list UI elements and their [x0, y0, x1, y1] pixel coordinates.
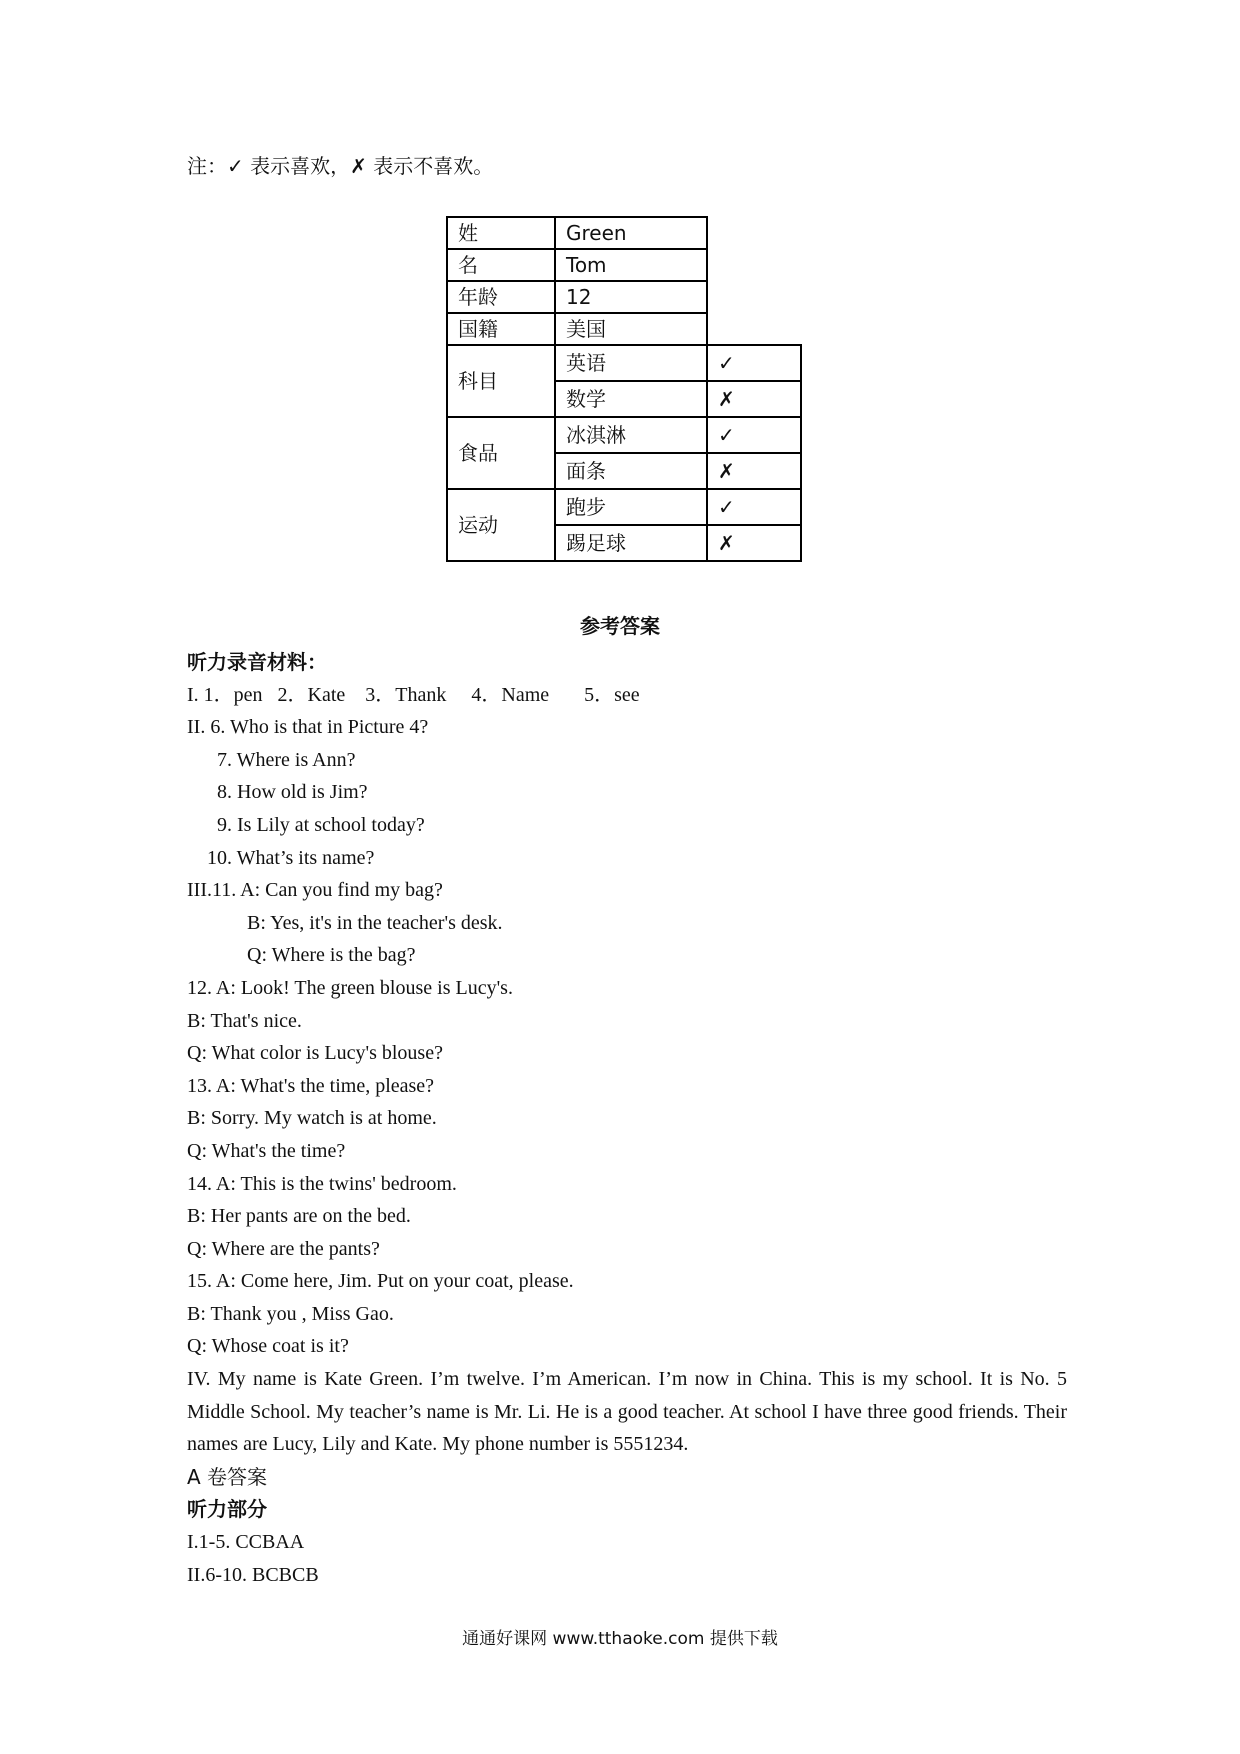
row-value: Green [555, 217, 707, 249]
text-line: B: That's nice. [187, 1009, 302, 1032]
legend-note [187, 150, 493, 179]
text-line: 9. Is Lily at school today? [187, 813, 425, 836]
text-line: Q: What color is Lucy's blouse? [187, 1042, 443, 1065]
row-label: 国籍 [447, 313, 555, 345]
row-value: 12 [555, 281, 707, 313]
cross-mark-icon: ✗ [350, 154, 367, 178]
text-line: 13. A: What's the time, please? [187, 1074, 435, 1097]
profile-table [446, 216, 802, 562]
cross-mark-icon: ✗ [707, 525, 801, 561]
answer-text [187, 646, 1067, 1591]
item-name: 英语 [555, 345, 707, 381]
text-line: 15. A: Come here, Jim. Put on your coat, please. [187, 1270, 574, 1293]
table-row [447, 281, 801, 313]
text-line: B: Yes, it's in the teacher's desk. [187, 911, 503, 934]
table-row [447, 417, 801, 453]
group-label: 科目 [447, 345, 555, 417]
row-value: 美国 [555, 313, 707, 345]
text-line: B: Her pants are on the bed. [187, 1205, 411, 1228]
answer-line: I.1-5. CCBAA [187, 1531, 305, 1554]
answers-title: 参考答案 [580, 614, 660, 638]
listening-heading: 听力录音材料： [187, 650, 327, 674]
row-value: Tom [555, 249, 707, 281]
note-check-text: 表示喜欢， [243, 154, 351, 178]
text-line: I. 1．pen 2．Kate 3．Thank 4．Name 5．see [187, 683, 640, 706]
group-label: 食品 [447, 417, 555, 489]
text-line: Q: Where are the pants? [187, 1237, 380, 1260]
cross-mark-icon: ✗ [707, 381, 801, 417]
note-prefix: 注： [187, 154, 227, 178]
group-label: 运动 [447, 489, 555, 561]
table-row [447, 313, 801, 345]
table-row [447, 217, 801, 249]
answer-line: II.6-10. BCBCB [187, 1563, 319, 1586]
table-row [447, 249, 801, 281]
item-name: 面条 [555, 453, 707, 489]
check-mark-icon: ✓ [227, 154, 244, 178]
text-line: 12. A: Look! The green blouse is Lucy's. [187, 976, 513, 999]
table-row [447, 489, 801, 525]
item-name: 跑步 [555, 489, 707, 525]
check-mark-icon: ✓ [707, 417, 801, 453]
table-row [447, 345, 801, 381]
text-line: 10. What’s its name? [187, 846, 375, 869]
listening-part-heading: 听力部分 [187, 1497, 267, 1522]
item-name: 踢足球 [555, 525, 707, 561]
row-label: 姓 [447, 217, 555, 249]
check-mark-icon: ✓ [707, 489, 801, 525]
text-line: Q: Whose coat is it? [187, 1335, 349, 1358]
text-line: 14. A: This is the twins' bedroom. [187, 1172, 457, 1195]
check-mark-icon: ✓ [707, 345, 801, 381]
text-line: 8. How old is Jim? [187, 781, 368, 804]
row-label: 名 [447, 249, 555, 281]
text-line: II. 6. Who is that in Picture 4? [187, 716, 429, 739]
text-line: 7. Where is Ann? [187, 748, 356, 771]
paragraph-iv: IV. My name is Kate Green. I’m twelve. I’m American. I’m now in China. This is my school. It is No. 5 Middle School. My teacher’s name is Mr. Li. He is a good teacher. At school I have three good friends. Their names are Lucy, Lily and Kate. My phone number is 5551234. [187, 1368, 1067, 1456]
text-line: B: Thank you , Miss Gao. [187, 1302, 394, 1325]
text-line: B: Sorry. My watch is at home. [187, 1107, 437, 1130]
page-footer: 通通好课网 www.tthaoke.com 提供下载 [462, 1629, 778, 1649]
note-cross-text: 表示不喜欢。 [366, 154, 494, 178]
cross-mark-icon: ✗ [707, 453, 801, 489]
text-line: Q: Where is the bag? [187, 944, 416, 967]
text-line: Q: What's the time? [187, 1139, 346, 1162]
text-line: III.11. A: Can you find my bag? [187, 879, 443, 902]
item-name: 冰淇淋 [555, 417, 707, 453]
row-label: 年龄 [447, 281, 555, 313]
a-answers-heading: A 卷答案 [187, 1464, 268, 1489]
item-name: 数学 [555, 381, 707, 417]
